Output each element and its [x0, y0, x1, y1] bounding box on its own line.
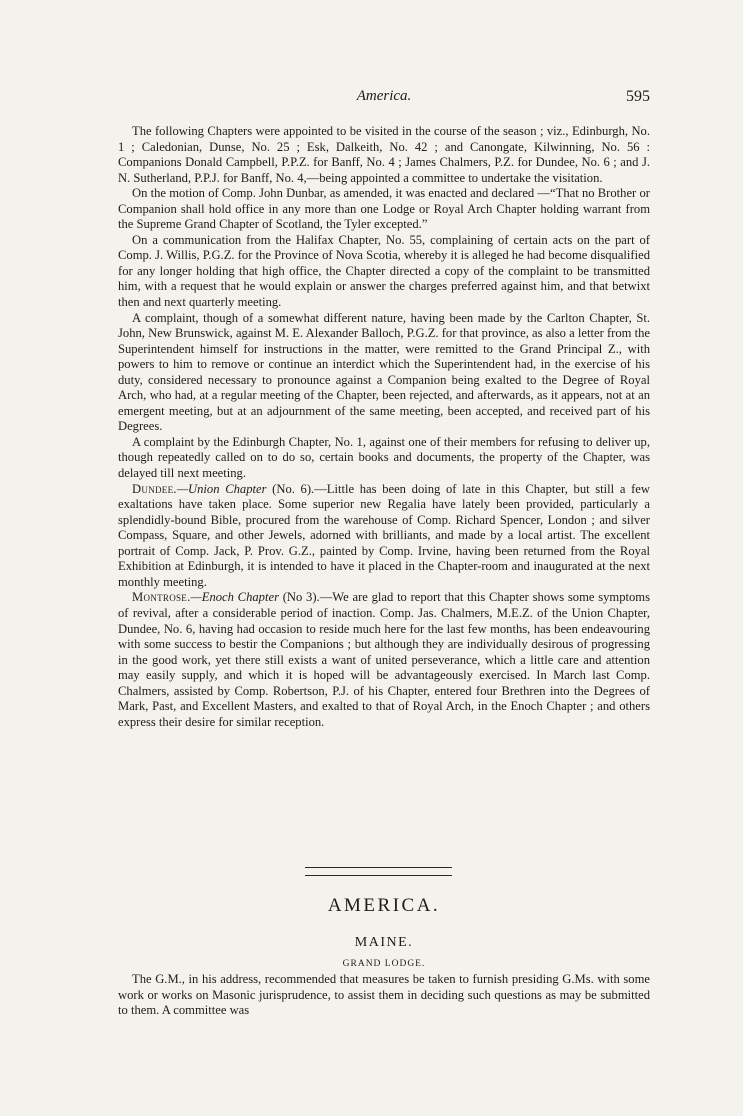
dundee-text: (No. 6).—Little has been doing of late in this Chapter, but still a few exaltations have taken place. Some superior new Regalia have lately been provided, particularly a splendidly-bound Bible, procured from the warehouse of Comp. Richard Spencer, London ; and silver Compass, Square, and other Jewels, adorned with brilliants, and made by a local artist. The excellent portrait of Comp. Jack, P. Prov. G.Z., painted by Comp. Irvine, having been returned from the Royal Exhibition at Edinburgh, it is intended to have it placed in the Chapter-room and inaugurated at the next monthly meeting.	[118, 481, 650, 589]
dundee-place: Dundee.	[132, 481, 177, 496]
paragraph-grand-lodge: The G.M., in his address, recommended that measures be taken to furnish presiding G.Ms. with some work or works on Masonic jurisprudence, to assist them in deciding such questions as may be submitted to them. A committee was	[118, 972, 650, 1018]
paragraph-motion: On the motion of Comp. John Dunbar, as amended, it was enacted and declared —“That no Brother or Companion shall hold office in any more than one Lodge or Royal Arch Chapter holding warrant from the Supreme Grand Chapter of Scotland, the Tyler excepted.”	[118, 186, 650, 232]
paragraph-carlton: A complaint, though of a somewhat different nature, having been made by the Carlton Chapter, St. John, New Brunswick, against M. E. Alexander Balloch, P.G.Z. for that province, as also a letter from the Superintendent himself for instructions in the matter, were remitted to the Grand Principal Z., with powers to him to remove or continue an interdict which the Superintendent had, in the exercise of his duty, considered necessary to pronounce against a Companion being exalted to the Degree of Royal Arch, who had, at a regular meeting of the Chapter, been rejected, and afterwards, as it appears, not at an emergent meeting, but at an adjournment of the same meeting, been accepted, and received part of his Degrees.	[118, 310, 650, 434]
paragraph-montrose	[118, 590, 650, 730]
paragraph-halifax: On a communication from the Halifax Chapter, No. 55, complaining of certain acts on the part of Comp. J. Willis, P.G.Z. for the Province of Nova Scotia, whereby it is alleged he had become disqualified for any longer holding that high office, the Chapter directed a copy of the complaint to be transmitted him, with a request that he would explain or answer the charges preferred against him, and that betwixt then and next quarterly meeting.	[118, 232, 650, 310]
dundee-chapter: —Union Chapter	[176, 481, 267, 496]
section-small-heading: GRAND LODGE.	[342, 959, 426, 969]
montrose-place: Montrose.	[132, 590, 191, 605]
paragraph-edinburgh: A complaint by the Edinburgh Chapter, No. 1, against one of their members for refusing to deliver up, though repeatedly called on to do so, certain books and documents, the property of the Chapter, was delayed till next meeting.	[118, 434, 650, 481]
section-title: AMERICA.	[327, 895, 441, 916]
body-text	[118, 124, 650, 730]
paragraph-dundee	[118, 482, 650, 591]
paragraph-visitation: The following Chapters were appointed to be visited in the course of the season ; viz., Edinburgh, No. 1 ; Caledonian, Dunse, No. 25 ; Esk, Dalkeith, No. 42 ; and Canongate, Kilwinning, No. 56 : Companions Donald Campbell, P.P.Z. for Banff, No. 4 ; James Chalmers, P.Z. for Dundee, No. 6 ; and J. N. Sutherland, P.P.J. for Banff, No. 4,—being appointed a committee to undertake the visitation.	[118, 124, 650, 185]
montrose-text: (No 3).—We are glad to report that this Chapter shows some symptoms of revival, after a considerable period of inaction. Comp. Jas. Chalmers, M.E.Z. of the Union Chapter, Dundee, No. 6, having had occasion to reside much here for the last few months, has been endeavouring with some success to bestir the Companions ; but although they are individually desirous of progressing in the good work, yet there still exists a want of united perseverance, which a little care and attention may easily supply, and which it is hoped will be advantageously exercised. In March last Comp. Chalmers, assisted by Comp. Robertson, P.J. of his Chapter, entered four Brethren into the Degrees of Mark, Past, and Excellent Masters, and exalted to that of Royal Arch, in the Enoch Chapter ; and others express their desire for similar reception.	[118, 590, 650, 729]
page-number: 595	[626, 88, 650, 105]
section-body	[118, 972, 650, 1019]
running-title: America.	[356, 88, 412, 104]
montrose-chapter: —Enoch Chapter	[190, 590, 279, 605]
running-head	[118, 88, 650, 110]
section-divider	[305, 867, 452, 876]
section-subtitle: MAINE.	[354, 935, 414, 950]
